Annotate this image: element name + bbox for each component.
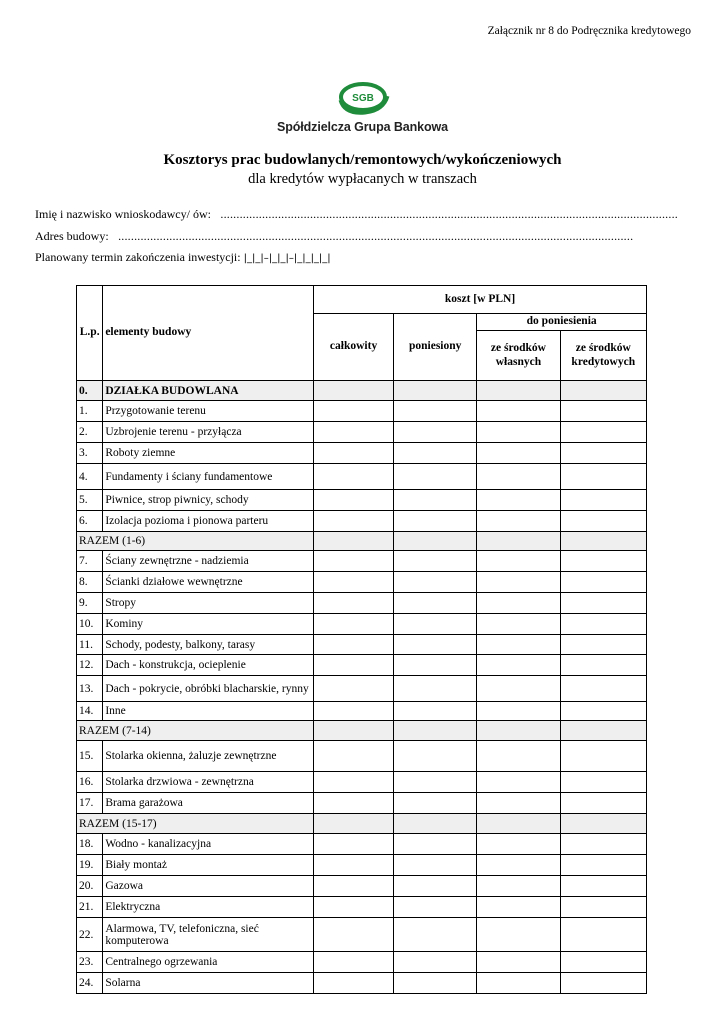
- cell-total[interactable]: [314, 572, 394, 593]
- cell-total[interactable]: [314, 918, 394, 952]
- cell-credit[interactable]: [560, 572, 646, 593]
- table-row: [77, 721, 647, 741]
- header-credit-funds: ze środków kredytowych: [560, 331, 646, 381]
- cell-total[interactable]: [314, 532, 394, 551]
- row-lp: 21.: [77, 897, 103, 918]
- applicant-name-field[interactable]: [35, 207, 678, 222]
- cell-own[interactable]: [477, 490, 560, 511]
- cell-total[interactable]: [314, 490, 394, 511]
- row-lp: 1.: [77, 401, 103, 422]
- cell-incurred[interactable]: [394, 897, 477, 918]
- cell-total[interactable]: [314, 876, 394, 897]
- row-total-label: RAZEM (7-14): [77, 721, 314, 741]
- cell-own[interactable]: [477, 876, 560, 897]
- cell-total[interactable]: [314, 814, 394, 834]
- cell-incurred[interactable]: [394, 511, 477, 532]
- cell-own[interactable]: [477, 551, 560, 572]
- table-row: [77, 793, 647, 814]
- cell-own[interactable]: [477, 855, 560, 876]
- cell-own[interactable]: [477, 422, 560, 443]
- cell-total[interactable]: [314, 655, 394, 676]
- cell-own[interactable]: [477, 721, 560, 741]
- cell-total[interactable]: [314, 593, 394, 614]
- cell-credit[interactable]: [560, 876, 646, 897]
- cell-total[interactable]: [314, 422, 394, 443]
- completion-date-field[interactable]: [35, 250, 331, 265]
- row-element-name: Wodno - kanalizacyjna: [103, 834, 314, 855]
- cell-incurred[interactable]: [394, 464, 477, 490]
- row-element-name: Izolacja pozioma i pionowa parteru: [103, 511, 314, 532]
- attachment-note: Załącznik nr 8 do Podręcznika kredytowego: [487, 25, 691, 37]
- row-element-name: Elektryczna: [103, 897, 314, 918]
- table-row: [77, 401, 647, 422]
- header-total: całkowity: [314, 314, 394, 381]
- cell-incurred[interactable]: [394, 772, 477, 793]
- cell-incurred[interactable]: [394, 614, 477, 635]
- cell-incurred[interactable]: [394, 572, 477, 593]
- cell-credit[interactable]: [560, 551, 646, 572]
- cell-own[interactable]: [477, 918, 560, 952]
- address-field[interactable]: [35, 229, 633, 244]
- row-element-name: Dach - pokrycie, obróbki blacharskie, rynny: [103, 676, 314, 702]
- header-elements: elementy budowy: [103, 286, 314, 381]
- cell-total[interactable]: [314, 614, 394, 635]
- row-lp: 6.: [77, 511, 103, 532]
- cell-credit[interactable]: [560, 741, 646, 772]
- table-row: [77, 593, 647, 614]
- table-row: [77, 443, 647, 464]
- cell-incurred[interactable]: [394, 814, 477, 834]
- cell-incurred[interactable]: [394, 721, 477, 741]
- cost-estimate-table: [76, 285, 647, 994]
- row-lp: 13.: [77, 676, 103, 702]
- cell-incurred[interactable]: [394, 855, 477, 876]
- row-lp: 20.: [77, 876, 103, 897]
- cell-total[interactable]: [314, 721, 394, 741]
- cell-credit[interactable]: [560, 721, 646, 741]
- row-lp: 9.: [77, 593, 103, 614]
- header-lp: L.p.: [77, 286, 103, 381]
- row-element-name: Kominy: [103, 614, 314, 635]
- cell-incurred[interactable]: [394, 401, 477, 422]
- row-lp: 4.: [77, 464, 103, 490]
- cell-total[interactable]: [314, 855, 394, 876]
- row-lp: 22.: [77, 918, 103, 952]
- row-element-name: Solarna: [103, 973, 314, 994]
- cell-incurred[interactable]: [394, 952, 477, 973]
- sgb-logo-icon: [333, 80, 393, 116]
- cell-total[interactable]: [314, 635, 394, 655]
- cell-incurred[interactable]: [394, 381, 477, 401]
- document-title: Kosztorys prac budowlanych/remontowych/wykończeniowych: [163, 152, 562, 168]
- table-row: [77, 876, 647, 897]
- applicant-name-dots: ...............................................................................................................................................: [213, 207, 678, 221]
- cell-incurred[interactable]: [394, 918, 477, 952]
- cell-own[interactable]: [477, 814, 560, 834]
- cell-incurred[interactable]: [394, 551, 477, 572]
- row-lp: 5.: [77, 490, 103, 511]
- cell-total[interactable]: [314, 401, 394, 422]
- cell-credit[interactable]: [560, 490, 646, 511]
- cell-credit[interactable]: [560, 793, 646, 814]
- row-lp: 7.: [77, 551, 103, 572]
- row-element-name: Roboty ziemne: [103, 443, 314, 464]
- row-lp: 11.: [77, 635, 103, 655]
- cell-total[interactable]: [314, 952, 394, 973]
- table-row: [77, 702, 647, 721]
- row-element-name: Ścianki działowe wewnętrzne: [103, 572, 314, 593]
- row-element-name: Piwnice, strop piwnicy, schody: [103, 490, 314, 511]
- cell-own[interactable]: [477, 614, 560, 635]
- cell-credit[interactable]: [560, 381, 646, 401]
- table-row: [77, 511, 647, 532]
- row-lp: 17.: [77, 793, 103, 814]
- completion-date-boxes[interactable]: |_|_|–|_|_|–|_|_|_|_|: [243, 252, 331, 264]
- cell-own[interactable]: [477, 635, 560, 655]
- cell-credit[interactable]: [560, 772, 646, 793]
- svg-text:SGB: SGB: [351, 93, 374, 104]
- row-lp: 18.: [77, 834, 103, 855]
- row-lp: 15.: [77, 741, 103, 772]
- cell-own[interactable]: [477, 593, 560, 614]
- header-cost: koszt [w PLN]: [314, 286, 647, 314]
- cell-total[interactable]: [314, 511, 394, 532]
- cell-incurred[interactable]: [394, 490, 477, 511]
- row-element-name: Uzbrojenie terenu - przyłącza: [103, 422, 314, 443]
- bank-name: Spółdzielcza Grupa Bankowa: [276, 120, 449, 134]
- table-row: [77, 551, 647, 572]
- row-element-name: Stolarka drzwiowa - zewnętrzna: [103, 772, 314, 793]
- table-row: [77, 490, 647, 511]
- row-lp: 24.: [77, 973, 103, 994]
- row-element-name: Stropy: [103, 593, 314, 614]
- cell-incurred[interactable]: [394, 422, 477, 443]
- row-element-name: DZIAŁKA BUDOWLANA: [103, 381, 314, 401]
- cell-total[interactable]: [314, 702, 394, 721]
- cell-incurred[interactable]: [394, 876, 477, 897]
- row-lp: 3.: [77, 443, 103, 464]
- row-element-name: Fundamenty i ściany fundamentowe: [103, 464, 314, 490]
- address-label: Adres budowy:: [35, 229, 109, 243]
- row-lp: 0.: [77, 381, 103, 401]
- cell-own[interactable]: [477, 443, 560, 464]
- cell-own[interactable]: [477, 572, 560, 593]
- cell-own[interactable]: [477, 897, 560, 918]
- cell-credit[interactable]: [560, 897, 646, 918]
- header-to-incur: do poniesienia: [477, 314, 647, 331]
- cell-total[interactable]: [314, 834, 394, 855]
- sgb-logo: [0, 80, 725, 134]
- table-row: [77, 532, 647, 551]
- cell-credit[interactable]: [560, 855, 646, 876]
- cell-total[interactable]: [314, 464, 394, 490]
- cell-credit[interactable]: [560, 511, 646, 532]
- cell-own[interactable]: [477, 401, 560, 422]
- cell-own[interactable]: [477, 655, 560, 676]
- table-row: [77, 655, 647, 676]
- cell-own[interactable]: [477, 973, 560, 994]
- row-element-name: Centralnego ogrzewania: [103, 952, 314, 973]
- table-row: [77, 741, 647, 772]
- table-row: [77, 855, 647, 876]
- header-own-funds: ze środków własnych: [477, 331, 560, 381]
- row-lp: 14.: [77, 702, 103, 721]
- cell-incurred[interactable]: [394, 834, 477, 855]
- cell-own[interactable]: [477, 702, 560, 721]
- row-element-name: Schody, podesty, balkony, tarasy: [103, 635, 314, 655]
- cell-own[interactable]: [477, 793, 560, 814]
- row-total-label: RAZEM (1-6): [77, 532, 314, 551]
- cell-incurred[interactable]: [394, 793, 477, 814]
- cell-total[interactable]: [314, 973, 394, 994]
- cell-incurred[interactable]: [394, 676, 477, 702]
- cell-own[interactable]: [477, 511, 560, 532]
- row-lp: 8.: [77, 572, 103, 593]
- table-row: [77, 834, 647, 855]
- row-lp: 16.: [77, 772, 103, 793]
- row-element-name: Brama garażowa: [103, 793, 314, 814]
- cell-credit[interactable]: [560, 614, 646, 635]
- row-element-name: Biały montaż: [103, 855, 314, 876]
- table-row: [77, 897, 647, 918]
- row-total-label: RAZEM (15-17): [77, 814, 314, 834]
- table-row: [77, 973, 647, 994]
- cell-own[interactable]: [477, 464, 560, 490]
- table-row: [77, 464, 647, 490]
- cell-credit[interactable]: [560, 593, 646, 614]
- cell-incurred[interactable]: [394, 973, 477, 994]
- cell-total[interactable]: [314, 772, 394, 793]
- cell-credit[interactable]: [560, 676, 646, 702]
- completion-date-label: Planowany termin zakończenia inwestycji:: [35, 250, 241, 264]
- row-element-name: Przygotowanie terenu: [103, 401, 314, 422]
- table-row: [77, 381, 647, 401]
- cell-credit[interactable]: [560, 952, 646, 973]
- cell-own[interactable]: [477, 741, 560, 772]
- document-subtitle: dla kredytów wypłacanych w transzach: [248, 171, 477, 187]
- cell-credit[interactable]: [560, 422, 646, 443]
- row-lp: 10.: [77, 614, 103, 635]
- row-element-name: Dach - konstrukcja, ocieplenie: [103, 655, 314, 676]
- cell-own[interactable]: [477, 772, 560, 793]
- cell-total[interactable]: [314, 793, 394, 814]
- cell-total[interactable]: [314, 551, 394, 572]
- table-row: [77, 918, 647, 952]
- row-element-name: Alarmowa, TV, telefoniczna, sieć komputerowa: [103, 918, 314, 952]
- cell-credit[interactable]: [560, 702, 646, 721]
- cell-own[interactable]: [477, 676, 560, 702]
- cell-credit[interactable]: [560, 655, 646, 676]
- table-row: [77, 772, 647, 793]
- cell-own[interactable]: [477, 381, 560, 401]
- table-row: [77, 572, 647, 593]
- address-dots: .................................................................................................................................................................: [111, 229, 634, 243]
- cell-own[interactable]: [477, 532, 560, 551]
- cell-incurred[interactable]: [394, 655, 477, 676]
- cell-credit[interactable]: [560, 401, 646, 422]
- cell-credit[interactable]: [560, 973, 646, 994]
- table-row: [77, 814, 647, 834]
- cell-incurred[interactable]: [394, 702, 477, 721]
- header-incurred: poniesiony: [394, 314, 477, 381]
- cell-incurred[interactable]: [394, 532, 477, 551]
- cell-own[interactable]: [477, 952, 560, 973]
- cell-total[interactable]: [314, 897, 394, 918]
- cell-own[interactable]: [477, 834, 560, 855]
- row-lp: 2.: [77, 422, 103, 443]
- table-row: [77, 676, 647, 702]
- cell-incurred[interactable]: [394, 443, 477, 464]
- table-row: [77, 422, 647, 443]
- cell-incurred[interactable]: [394, 593, 477, 614]
- cell-credit[interactable]: [560, 834, 646, 855]
- cell-incurred[interactable]: [394, 635, 477, 655]
- row-element-name: Gazowa: [103, 876, 314, 897]
- cell-credit[interactable]: [560, 532, 646, 551]
- cell-total[interactable]: [314, 381, 394, 401]
- cell-total[interactable]: [314, 741, 394, 772]
- row-lp: 19.: [77, 855, 103, 876]
- cell-incurred[interactable]: [394, 741, 477, 772]
- cell-credit[interactable]: [560, 635, 646, 655]
- cell-credit[interactable]: [560, 918, 646, 952]
- row-lp: 23.: [77, 952, 103, 973]
- row-element-name: Ściany zewnętrzne - nadziemia: [103, 551, 314, 572]
- cell-total[interactable]: [314, 443, 394, 464]
- table-row: [77, 952, 647, 973]
- table-row: [77, 635, 647, 655]
- row-element-name: Stolarka okienna, żaluzje zewnętrzne: [103, 741, 314, 772]
- applicant-name-label: Imię i nazwisko wnioskodawcy/ ów:: [35, 207, 211, 221]
- table-row: [77, 614, 647, 635]
- cell-credit[interactable]: [560, 464, 646, 490]
- row-element-name: Inne: [103, 702, 314, 721]
- cell-credit[interactable]: [560, 443, 646, 464]
- row-lp: 12.: [77, 655, 103, 676]
- cell-total[interactable]: [314, 676, 394, 702]
- cell-credit[interactable]: [560, 814, 646, 834]
